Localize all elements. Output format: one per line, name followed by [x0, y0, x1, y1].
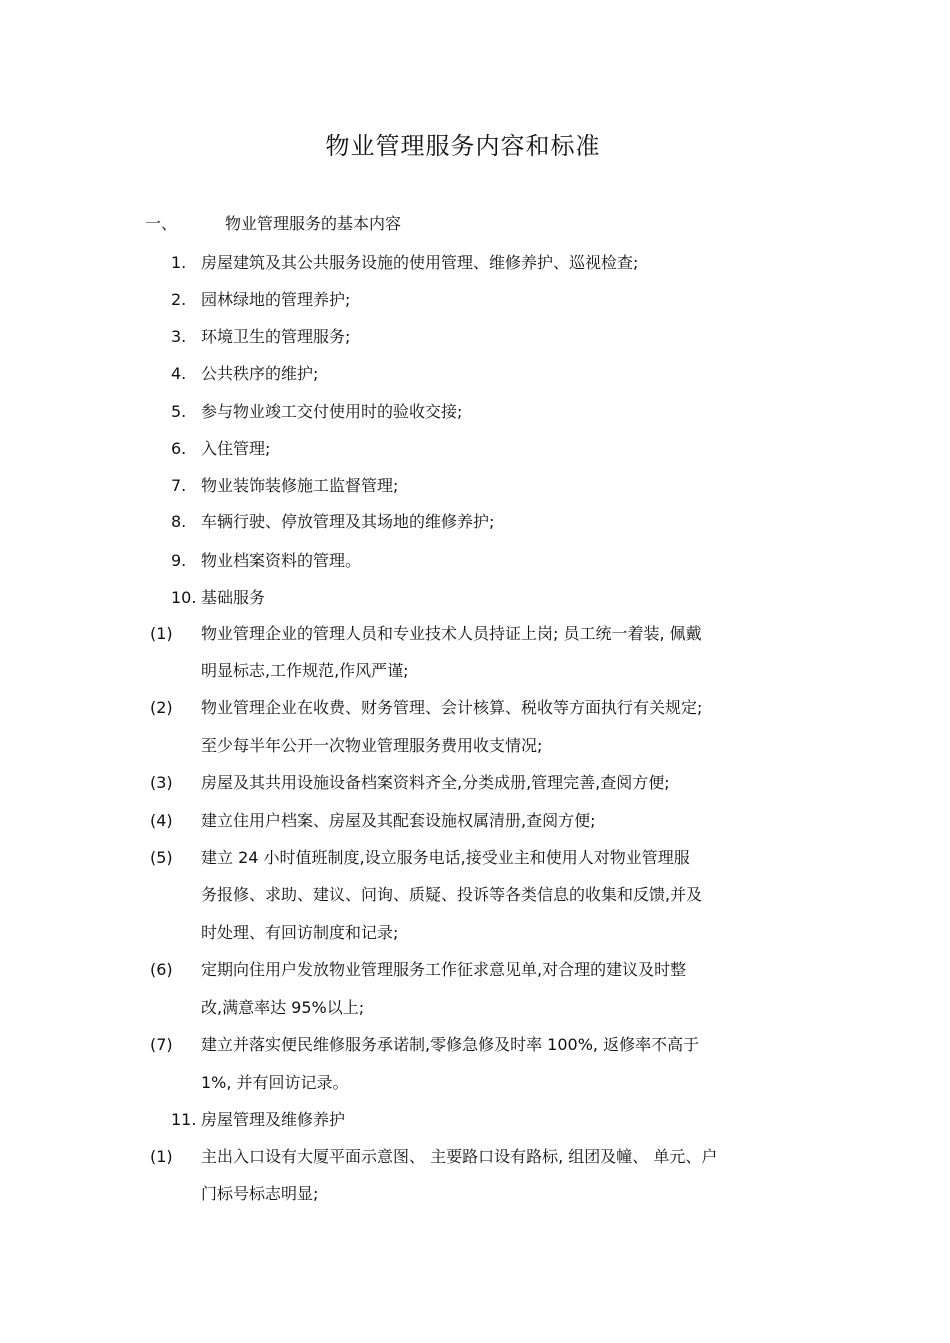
item-number: 3.	[171, 327, 187, 346]
item-number: 8.	[171, 512, 187, 531]
sub-item-number: (5)	[150, 848, 173, 867]
item-number: 10.	[171, 588, 197, 607]
item-text: 参与物业竣工交付使用时的验收交接;	[201, 402, 463, 421]
sub-item-text: 建立 24 小时值班制度,设立服务电话,接受业主和使用人对物业管理服	[201, 848, 690, 867]
sub-item-text: 至少每半年公开一次物业管理服务费用收支情况;	[201, 736, 543, 755]
sub-item-text: 门标号标志明显;	[201, 1184, 319, 1203]
item-number: 6.	[171, 439, 187, 458]
item-text: 公共秩序的维护;	[201, 364, 319, 383]
sub-item-number: (1)	[150, 1147, 173, 1166]
sub-item-number: (3)	[150, 773, 173, 792]
item-number: 2.	[171, 290, 187, 309]
item-text: 物业装饰装修施工监督管理;	[201, 476, 399, 495]
item-text: 园林绿地的管理养护;	[201, 290, 351, 309]
sub-item-text: 改,满意率达 95%以上;	[201, 998, 365, 1017]
item-text: 房屋管理及维修养护	[201, 1110, 346, 1129]
item-number: 1.	[171, 253, 187, 272]
sub-item-number: (1)	[150, 624, 173, 643]
sub-item-number: (6)	[150, 960, 173, 979]
item-text: 房屋建筑及其公共服务设施的使用管理、维修养护、巡视检查;	[201, 253, 639, 272]
sub-item-text: 时处理、有回访制度和记录;	[201, 923, 399, 942]
item-text: 环境卫生的管理服务;	[201, 327, 351, 346]
item-number: 9.	[171, 551, 187, 570]
item-number: 11.	[171, 1110, 197, 1129]
page-title: 物业管理服务内容和标准	[325, 132, 601, 160]
item-number: 7.	[171, 476, 187, 495]
sub-item-text: 房屋及其共用设施设备档案资料齐全,分类成册,管理完善,查阅方便;	[201, 773, 670, 792]
item-text: 物业档案资料的管理。	[201, 551, 362, 570]
item-text: 车辆行驶、停放管理及其场地的维修养护;	[201, 512, 495, 531]
sub-item-text: 物业管理企业在收费、财务管理、会计核算、税收等方面执行有关规定;	[201, 698, 703, 717]
section-title: 物业管理服务的基本内容	[225, 214, 402, 233]
sub-item-text: 建立并落实便民维修服务承诺制,零修急修及时率 100%, 返修率不高于	[201, 1035, 700, 1054]
sub-item-number: (4)	[150, 811, 173, 830]
sub-item-text: 建立住用户档案、房屋及其配套设施权属清册,查阅方便;	[201, 811, 596, 830]
sub-item-text: 明显标志,工作规范,作风严谨;	[201, 661, 409, 680]
sub-item-text: 主出入口设有大厦平面示意图、 主要路口设有路标, 组团及幢、 单元、户	[201, 1147, 718, 1166]
sub-item-number: (7)	[150, 1035, 173, 1054]
section-marker: 一、	[145, 214, 178, 233]
sub-item-number: (2)	[150, 698, 173, 717]
item-text: 入住管理;	[201, 439, 271, 458]
item-text: 基础服务	[201, 588, 266, 607]
sub-item-text: 定期向住用户发放物业管理服务工作征求意见单,对合理的建议及时整	[201, 960, 687, 979]
item-number: 5.	[171, 402, 187, 421]
sub-item-text: 务报修、求助、建议、问询、质疑、投诉等各类信息的收集和反馈,并及	[201, 885, 703, 904]
item-number: 4.	[171, 364, 187, 383]
sub-item-text: 物业管理企业的管理人员和专业技术人员持证上岗; 员工统一着装, 佩戴	[201, 624, 702, 643]
sub-item-text: 1%, 并有回访记录。	[201, 1073, 349, 1092]
